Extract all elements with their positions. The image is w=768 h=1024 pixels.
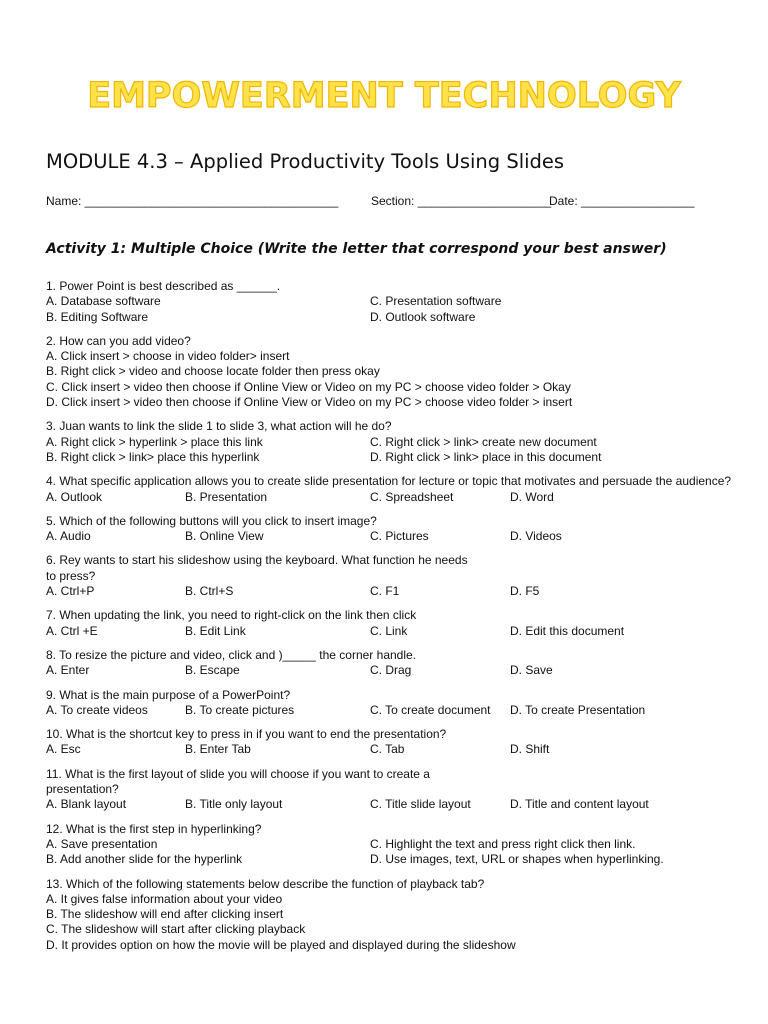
answer-option: B. Editing Software <box>46 309 149 324</box>
answer-option: C. Link <box>370 623 408 638</box>
answer-option: D. Click insert > video then choose if Online View or Video on my PC > choose video folder > insert <box>46 395 573 410</box>
answer-option: B. Enter Tab <box>185 742 251 757</box>
answer-option: D. Word <box>510 489 554 504</box>
question-stem: 6. Rey wants to start his slideshow using the keyboard. What function he needs to press? <box>46 553 468 583</box>
answer-option: B. Online View <box>185 529 264 544</box>
answer-option: A. Enter <box>46 663 90 678</box>
answer-option: C. Tab <box>370 742 405 757</box>
question-stem: 8. To resize the picture and video, click and )_____ the corner handle. <box>46 647 417 662</box>
answer-option: A. It gives false information about your video <box>46 891 283 906</box>
activity-title: Activity 1: Multiple Choice (Write the letter that correspond your best answer) <box>46 241 667 257</box>
date-field[interactable]: Date: _________________ <box>549 194 695 208</box>
question-stem: 12. What is the first step in hyperlinking? <box>46 821 262 836</box>
question-stem: 5. Which of the following buttons will you click to insert image? <box>46 513 377 528</box>
subject-banner: EMPOWERMENT TECHNOLOGY <box>87 76 681 116</box>
module-title: MODULE 4.3 – Applied Productivity Tools Using Slides <box>46 150 565 173</box>
student-info-fields <box>46 194 746 210</box>
question-stem: 7. When updating the link, you need to right-click on the link then click <box>46 608 417 623</box>
answer-option: C. Click insert > video then choose if Online View or Video on my PC > choose video folder > Okay <box>46 379 571 394</box>
question-item <box>46 688 746 719</box>
question-stem: 11. What is the first layout of slide you will choose if you want to create a presentation? <box>46 766 430 797</box>
answer-option: D. Videos <box>510 529 562 544</box>
answer-option: A. Save presentation <box>46 836 158 851</box>
question-stem: 4. What specific application allows you to create slide presentation for lecture or topic that motivates and persuade the audience? <box>46 474 732 489</box>
option-row <box>46 703 746 718</box>
question-stem: 3. Juan wants to link the slide 1 to slide 3, what action will he do? <box>46 419 392 434</box>
answer-option: B. Right click > video and choose locate folder then press okay <box>46 364 380 379</box>
answer-option: D. Save <box>510 663 553 678</box>
answer-option: A. Outlook <box>46 489 103 504</box>
option-row <box>46 584 746 599</box>
answer-option: C. Right click > link> create new document <box>370 434 597 449</box>
answer-option: B. Right click > link> place this hyperlink <box>46 449 260 464</box>
question-item <box>46 822 746 868</box>
answer-option: C. The slideshow will start after clicking playback <box>46 922 306 937</box>
answer-option: C. F1 <box>370 584 400 599</box>
answer-option: D. To create Presentation <box>510 702 646 717</box>
question-stem: 10. What is the shortcut key to press in if you want to end the presentation? <box>46 727 447 742</box>
option-row <box>46 663 746 678</box>
answer-option: B. Edit Link <box>185 623 246 638</box>
option-row <box>46 852 746 867</box>
answer-option: D. F5 <box>510 584 540 599</box>
option-row <box>46 310 746 325</box>
answer-option: A. Ctrl+P <box>46 584 95 599</box>
answer-option: A. Blank layout <box>46 797 127 812</box>
answer-option: B. Presentation <box>185 489 268 504</box>
option-row <box>46 742 746 757</box>
question-item <box>46 419 746 465</box>
question-item <box>46 514 746 545</box>
option-row <box>46 490 746 505</box>
option-row <box>46 529 746 544</box>
option-row <box>46 294 746 309</box>
question-item <box>46 648 746 679</box>
question-item <box>46 727 746 758</box>
answer-option: C. Pictures <box>370 529 429 544</box>
option-row <box>46 624 746 639</box>
name-field[interactable]: Name: ______________________________________ <box>46 194 339 208</box>
option-row <box>46 837 746 852</box>
question-item <box>46 553 746 599</box>
question-stem: 9. What is the main purpose of a PowerPoint? <box>46 687 291 702</box>
answer-option: D. Use images, text, URL or shapes when hyperlinking. <box>370 852 664 867</box>
question-item <box>46 334 746 410</box>
answer-option: C. Title slide layout <box>370 797 471 812</box>
question-stem: 13. Which of the following statements below describe the function of playback tab? <box>46 876 485 891</box>
option-row <box>46 450 746 465</box>
answer-option: B. Ctrl+S <box>185 584 234 599</box>
question-list <box>46 279 746 962</box>
answer-option: D. Shift <box>510 742 550 757</box>
answer-option: D. Title and content layout <box>510 797 649 812</box>
answer-option: A. Ctrl +E <box>46 623 98 638</box>
section-field[interactable]: Section: ____________________ <box>371 194 552 208</box>
question-item <box>46 877 746 953</box>
answer-option: C. Spreadsheet <box>370 489 454 504</box>
answer-option: C. To create document <box>370 702 491 717</box>
answer-option: D. Outlook software <box>370 309 476 324</box>
answer-option: A. Database software <box>46 294 161 309</box>
answer-option: C. Drag <box>370 663 412 678</box>
answer-option: C. Presentation software <box>370 294 502 309</box>
answer-option: B. Add another slide for the hyperlink <box>46 852 243 867</box>
question-item <box>46 608 746 639</box>
question-item <box>46 474 746 505</box>
question-item <box>46 279 746 325</box>
question-stem: 1. Power Point is best described as ______. <box>46 279 281 293</box>
option-row <box>46 797 746 812</box>
answer-option: A. Esc <box>46 742 81 757</box>
answer-option: C. Highlight the text and press right click then link. <box>370 836 636 851</box>
answer-option: D. It provides option on how the movie will be played and displayed during the slideshow <box>46 937 516 952</box>
answer-option: B. The slideshow will end after clicking insert <box>46 907 284 922</box>
question-item <box>46 767 746 813</box>
answer-option: D. Edit this document <box>510 623 625 638</box>
answer-option: A. Right click > hyperlink > place this link <box>46 434 263 449</box>
option-row <box>46 435 746 450</box>
answer-option: A. To create videos <box>46 702 148 717</box>
answer-option: D. Right click > link> place in this document <box>370 449 602 464</box>
question-stem: 2. How can you add video? <box>46 333 191 348</box>
answer-option: A. Audio <box>46 529 91 544</box>
answer-option: B. To create pictures <box>185 702 295 717</box>
answer-option: B. Escape <box>185 663 240 678</box>
answer-option: B. Title only layout <box>185 797 283 812</box>
answer-option: A. Click insert > choose in video folder> insert <box>46 349 290 364</box>
